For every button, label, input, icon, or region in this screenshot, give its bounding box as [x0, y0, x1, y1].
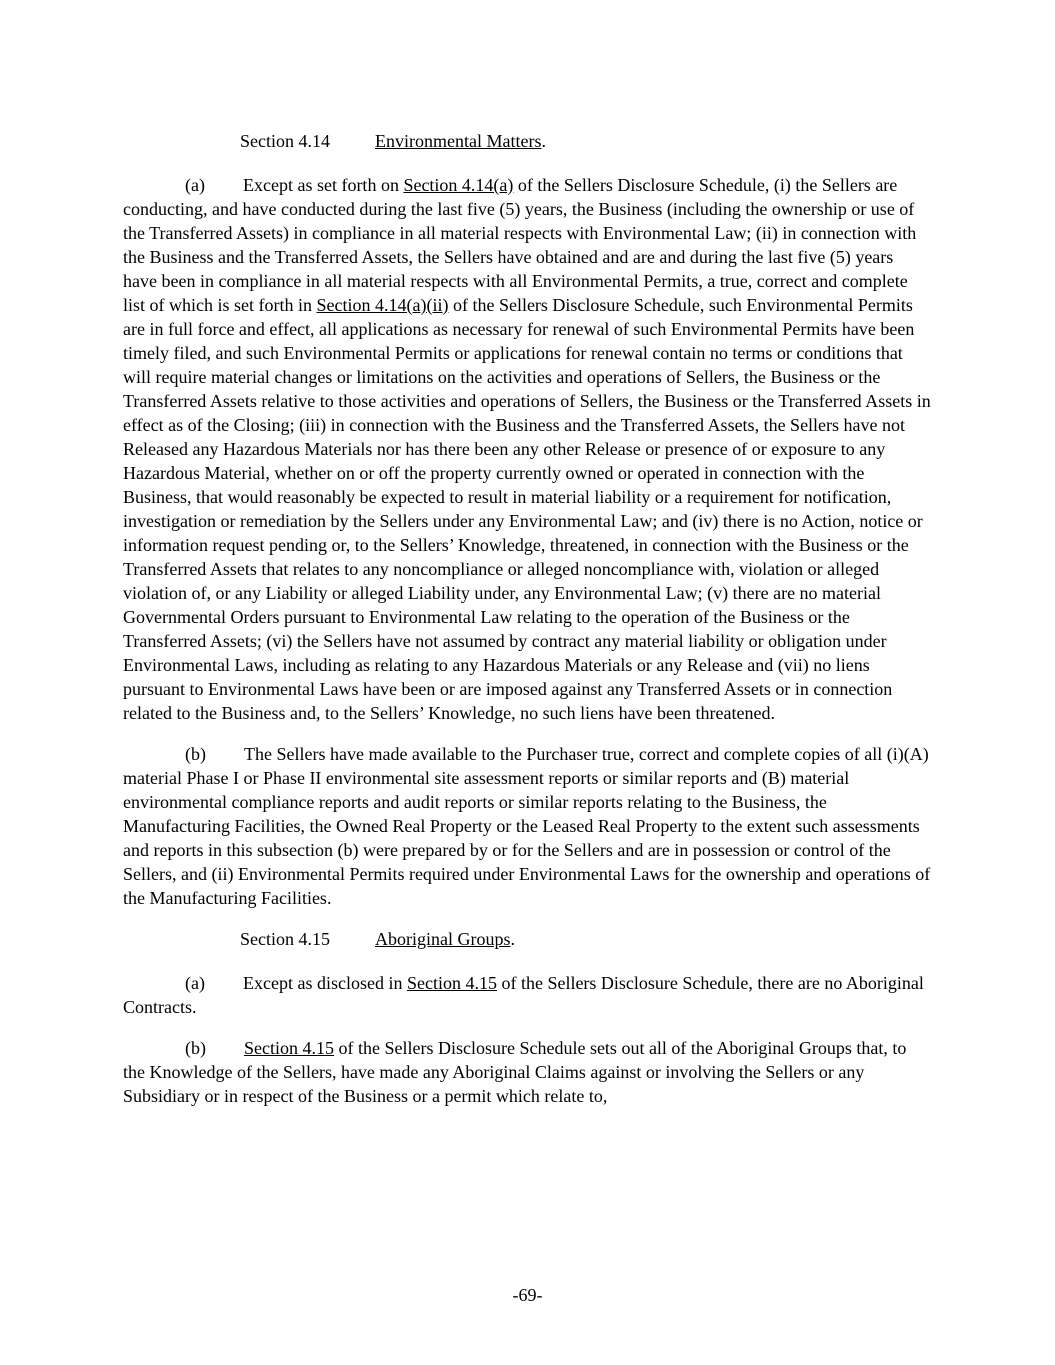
section-title-period: .	[510, 929, 515, 949]
section-4-15-heading	[123, 927, 931, 951]
page-number: -69-	[512, 1285, 543, 1305]
paragraph-text: Except as set forth on	[242, 175, 404, 195]
section-number: Section 4.14	[240, 131, 330, 151]
paragraph-text: Except as disclosed in	[242, 973, 407, 993]
section-4-15-paragraph-a	[123, 971, 931, 1019]
section-title: Aboriginal Groups	[375, 929, 511, 949]
xref-section-4-14-a-ii: Section 4.14(a)(ii)	[316, 295, 449, 315]
paragraph-label: (a)	[185, 175, 205, 195]
xref-section-4-15: Section 4.15	[406, 973, 497, 993]
xref-section-4-15: Section 4.15	[244, 1038, 334, 1058]
paragraph-text: of the Sellers Disclosure Schedule sets out all of the Aboriginal Groups that, to the Knowledge of the Sellers, have made any Aboriginal Claims against or involving the Sellers or any Subsidiary or in respect of the Business or a permit which relate to,	[123, 1038, 907, 1106]
section-title: Environmental Matters	[375, 131, 542, 151]
paragraph-text: of the Sellers Disclosure Schedule, there are no Aboriginal Contracts.	[123, 973, 924, 1017]
paragraph-label: (b)	[185, 744, 206, 764]
paragraph-label: (b)	[185, 1038, 206, 1058]
paragraph-text: of the Sellers Disclosure Schedule, (i) the Sellers are conducting, and have conducted during the last five (5) years, the Business (including the ownership or use of the Transferred Assets) in compliance in all material respects with Environmental Law; (ii) in connection with the Business and the Transferred Assets, the Sellers have obtained and are and during the last five (5) years have been in compliance in all material respects with all Environmental Permits, a true, correct and complete list of which is set forth in	[123, 175, 917, 315]
paragraph-text: of the Sellers Disclosure Schedule, such Environmental Permits are in full force and effect, all applications as necessary for renewal of such Environmental Permits have been timely filed, and such Environmental Permits or applications for renewal contain no terms or conditions that will require material changes or limitations on the activities and operations of Sellers, the Business or the Transferred Assets relative to those activities and operations of Sellers, the Business or the Transferred Assets in effect as of the Closing; (iii) in connection with the Business and the Transferred Assets, the Sellers have not Released any Hazardous Materials nor has there been any other Release or presence of or exposure to any Hazardous Material, whether on or off the property currently owned or operated in connection with the Business, that would reasonably be expected to result in material liability or a requirement for notification, investigation or remediation by the Sellers under any Environmental Law; and (iv) there is no Action, notice or information request pending or, to the Sellers’ Knowledge, threatened, in connection with the Business or the Transferred Assets that relates to any noncompliance or alleged noncompliance with, violation or alleged violation of, or any Liability or alleged Liability under, any Environmental Law; (v) there are no material Governmental Orders pursuant to Environmental Law relating to the operation of the Business or the Transferred Assets; (vi) the Sellers have not assumed by contract any material liability or obligation under Environmental Laws, including as relating to any Hazardous Materials or any Release and (vii) no liens pursuant to Environmental Laws have been or are imposed against any Transferred Assets or in connection related to the Business and, to the Sellers’ Knowledge, no such liens have been threatened.	[123, 295, 931, 723]
section-title-period: .	[541, 131, 546, 151]
paragraph-text: The Sellers have made available to the Purchaser true, correct and complete copies of all (i)(A) material Phase I or Phase II environmental site assessment reports or similar reports and (B) material environmental compliance reports and audit reports or similar reports relating to the Business, the Manufacturing Facilities, the Owned Real Property or the Leased Real Property to the extent such assessments and reports in this subsection (b) were prepared by or for the Sellers and are in possession or control of the Sellers, and (ii) Environmental Permits required under Environmental Laws for the ownership and operations of the Manufacturing Facilities.	[123, 744, 931, 908]
paragraph-label: (a)	[185, 973, 205, 993]
section-4-14-paragraph-b	[123, 742, 931, 910]
xref-section-4-14-a: Section 4.14(a)	[403, 175, 514, 195]
section-4-14-paragraph-a	[123, 173, 931, 725]
section-number: Section 4.15	[240, 929, 330, 949]
section-4-15-paragraph-b	[123, 1036, 931, 1108]
section-4-14-heading	[123, 129, 931, 153]
